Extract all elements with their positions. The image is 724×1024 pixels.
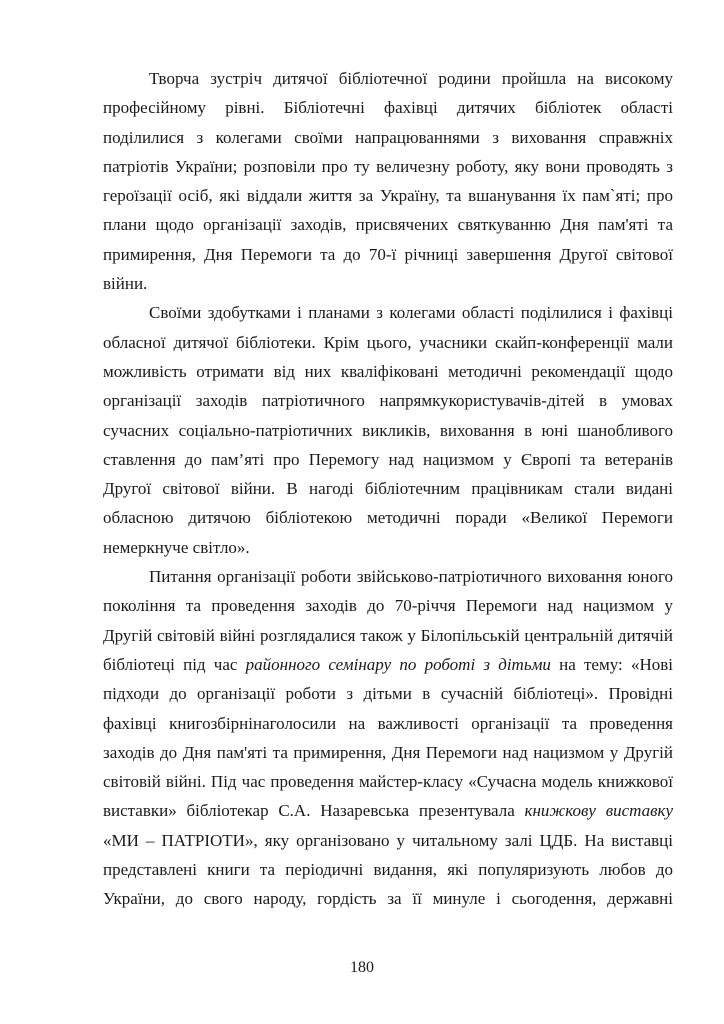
paragraph-1 xyxy=(103,64,673,298)
text-line: плани щодо організації заходів, присвячених святкуванню Дня пам'яті та xyxy=(103,215,673,235)
text-line: організації заходів патріотичного напрямкукористувачів-дітей в умовах xyxy=(103,391,673,411)
italic-seminar-title: районного семінару по роботі з дітьми xyxy=(245,654,551,674)
text-line: обласною дитячою бібліотекою методичні поради «Великої Перемоги xyxy=(103,508,673,528)
page-number: 180 xyxy=(350,959,374,976)
text-line xyxy=(103,796,673,825)
text-line: поділилися з колегами своїми напрацюваннями з виховання справжніх xyxy=(103,127,673,147)
text-line: України, до свого народу, гордість за її минуле і сьогодення, державні xyxy=(103,889,673,909)
text-line: Питання організації роботи звійськово-патріотичного виховання юного xyxy=(149,567,673,587)
paragraph-2 xyxy=(103,298,673,562)
text-line: професійному рівні. Бібліотечні фахівці дитячих бібліотек області xyxy=(103,98,673,118)
text-line: ставлення до пам’яті про Перемогу над нацизмом у Європі та ветеранів xyxy=(103,449,673,469)
text-line: немеркнуче світло». xyxy=(103,537,250,557)
text-line: героїзації осіб, які віддали життя за Україну, та вшанування їх пам`яті; про xyxy=(103,186,673,206)
text-line: підходи до організації роботи з дітьми в сучасній бібліотеці». Провідні xyxy=(103,684,673,704)
text-line: примирення, Дня Перемоги та до 70-ї річниці завершення Другої світової xyxy=(103,244,673,264)
text-line: обласної дитячої бібліотеки. Крім цього, учасники скайп-конференції мали xyxy=(103,332,673,352)
body-text xyxy=(103,64,673,914)
text-line: можливість отримати від них кваліфіковані методичні рекомендації щодо xyxy=(103,361,673,381)
text-line: сучасних соціально-патріотичних викликів, виховання в юні шанобливого xyxy=(103,420,673,440)
text-line: покоління та проведення заходів до 70-річчя Перемоги над нацизмом у xyxy=(103,596,673,616)
text-line: Другій світовій війні розглядалися також у Білопільській центральній дитячій xyxy=(103,625,673,645)
text-line xyxy=(103,650,673,679)
text-line: фахівці книгозбірнінаголосили на важливості організації та проведення xyxy=(103,713,673,733)
italic-exhibition-title: книжкову виставку xyxy=(524,801,674,821)
text-line: війни. xyxy=(103,274,148,294)
text-line: патріотів України; розповіли про ту величезну роботу, яку вони проводять з xyxy=(103,156,673,176)
text-line: Другої світової війни. В нагоді бібліотечним працівникам стали видані xyxy=(103,479,673,499)
text-line: «МИ – ПАТРІОТИ», яку організовано у читальному залі ЦДБ. На виставці xyxy=(103,830,673,850)
line-text: на тему: «Нові xyxy=(550,654,673,674)
line-text: бібліотеці під час xyxy=(103,654,246,674)
text-line: Творча зустріч дитячої бібліотечної родини пройшла на високому xyxy=(149,69,673,88)
paragraph-3 xyxy=(103,562,673,914)
text-line: світовій війні. Під час проведення майстер-класу «Сучасна модель книжкової xyxy=(103,772,673,792)
text-line: Своїми здобутками і планами з колегами області поділилися і фахівці xyxy=(149,303,673,323)
text-line: представлені книги та періодичні видання, які популяризують любов до xyxy=(103,860,673,880)
text-line: заходів до Дня пам'яті та примирення, Дня Перемоги над нацизмом у Другій xyxy=(103,742,673,762)
line-text: виставки» бібліотекар С.А. Назаревська презентувала xyxy=(103,801,525,821)
